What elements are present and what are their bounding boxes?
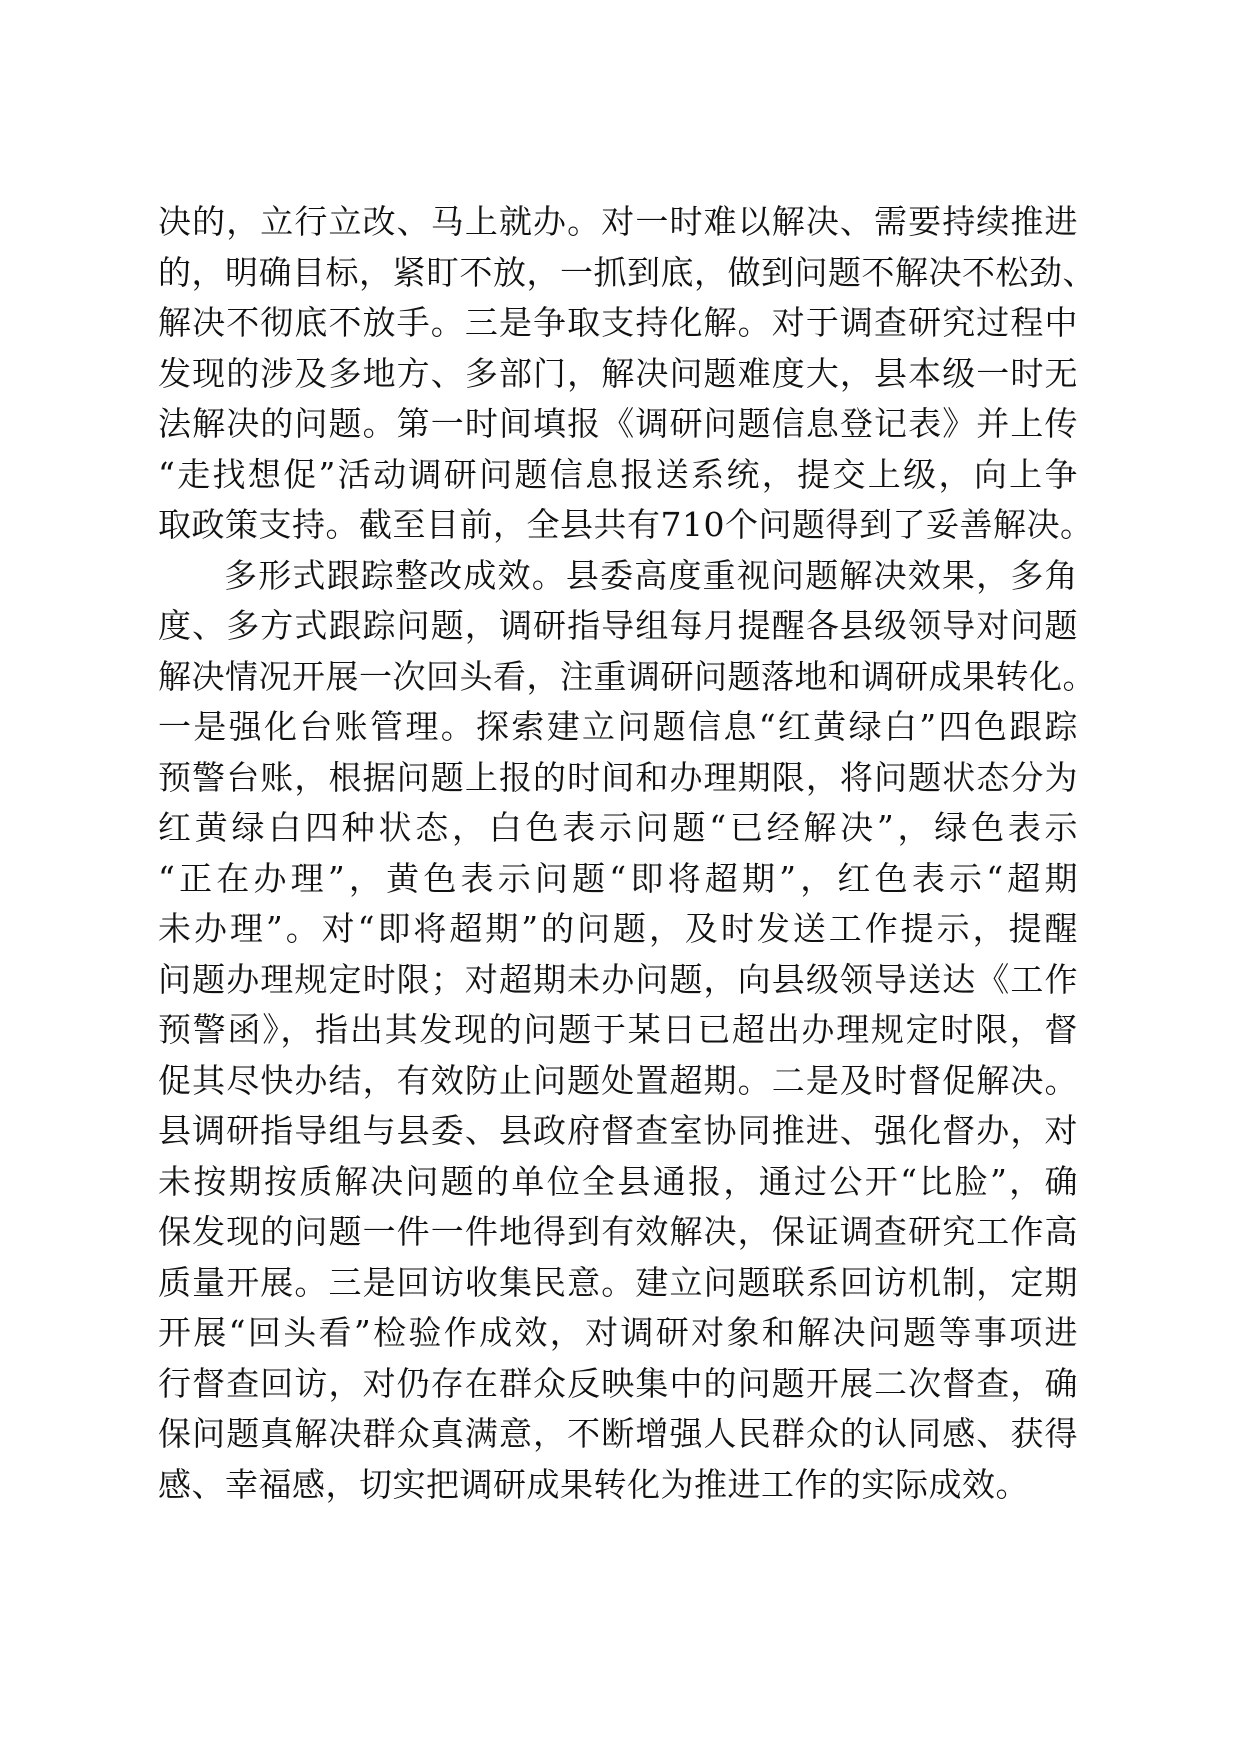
text-line: 问题办理规定时限；对超期未办问题，向县级领导送达《工作 bbox=[158, 959, 1078, 999]
text-line: 的，明确目标，紧盯不放，一抓到底，做到问题不解决不松劲、 bbox=[158, 252, 1096, 292]
text-line: 未办理”。对“即将超期”的问题，及时发送工作提示，提醒 bbox=[158, 909, 1078, 948]
text-line: 一是强化台账管理。探索建立问题信息“红黄绿白”四色跟踪 bbox=[158, 707, 1078, 746]
text-line: 质量开展。三是回访收集民意。建立问题联系回访机制，定期 bbox=[158, 1262, 1078, 1302]
text-line: 保发现的问题一件一件地得到有效解决，保证调查研究工作高 bbox=[158, 1212, 1078, 1251]
text-line: 县调研指导组与县委、县政府督查室协同推进、强化督办，对 bbox=[158, 1111, 1078, 1150]
text-line: 预警台账，根据问题上报的时间和办理期限，将问题状态分为 bbox=[158, 757, 1078, 797]
body-text bbox=[158, 197, 1096, 1510]
text-line: “正在办理”，黄色表示问题“即将超期”，红色表示“超期 bbox=[158, 858, 1078, 898]
text-line: 法解决的问题。第一时间填报《调研问题信息登记表》并上传 bbox=[158, 404, 1078, 443]
paragraph-heading-line: 多形式跟踪整改成效。县委高度重视问题解决效果，多角 bbox=[224, 555, 1078, 595]
text-line: 发现的涉及多地方、多部门，解决问题难度大，县本级一时无 bbox=[158, 353, 1078, 393]
text-line: 决的，立行立改、马上就办。对一时难以解决、需要持续推进 bbox=[158, 202, 1078, 241]
text-line: 促其尽快办结，有效防止问题处置超期。二是及时督促解决。 bbox=[158, 1060, 1078, 1100]
text-line: 保问题真解决群众真满意，不断增强人民群众的认同感、获得 bbox=[158, 1414, 1078, 1453]
text-line: 感、幸福感，切实把调研成果转化为推进工作的实际成效。 bbox=[158, 1464, 1029, 1504]
text-line: 未按期按质解决问题的单位全县通报，通过公开“比脸”，确 bbox=[158, 1161, 1078, 1201]
text-line: 行督查回访，对仍存在群众反映集中的问题开展二次督查，确 bbox=[158, 1363, 1078, 1403]
text-line: 解决情况开展一次回头看，注重调研问题落地和调研成果转化。 bbox=[158, 656, 1096, 696]
text-line: 取政策支持。截至目前，全县共有710个问题得到了妥善解决。 bbox=[158, 505, 1094, 544]
text-line: 红黄绿白四种状态，白色表示问题“已经解决”，绿色表示 bbox=[158, 808, 1078, 847]
text-line: 预警函》，指出其发现的问题于某日已超出办理规定时限，督 bbox=[158, 1010, 1078, 1049]
text-line: 开展“回头看”检验作成效，对调研对象和解决问题等事项进 bbox=[158, 1313, 1078, 1352]
text-line: “走找想促”活动调研问题信息报送系统，提交上级，向上争 bbox=[158, 454, 1078, 494]
text-line: 度、多方式跟踪问题，调研指导组每月提醒各县级领导对问题 bbox=[158, 606, 1078, 645]
text-line: 解决不彻底不放手。三是争取支持化解。对于调查研究过程中 bbox=[158, 303, 1078, 342]
